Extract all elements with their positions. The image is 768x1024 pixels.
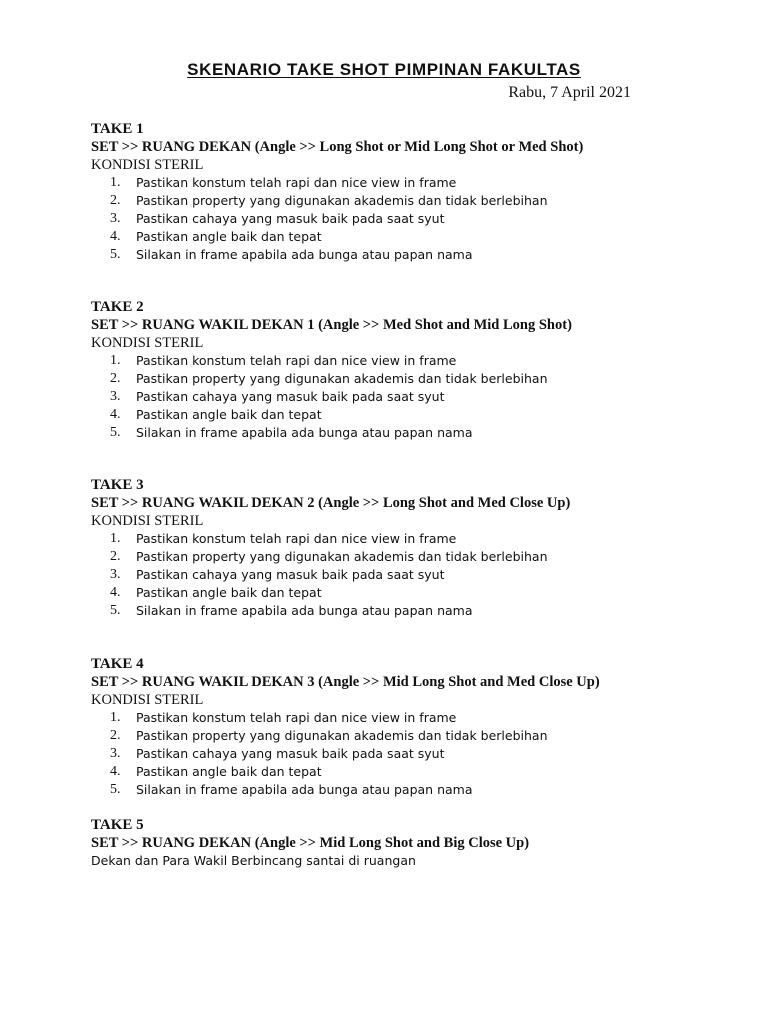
list-item xyxy=(91,781,711,799)
step-text: Pastikan cahaya yang masuk baik pada saat syut xyxy=(136,389,445,404)
step-text: Pastikan angle baik dan tepat xyxy=(136,764,322,779)
step-text: Pastikan property yang digunakan akademis dan tidak berlebihan xyxy=(136,371,548,386)
step-number: 5. xyxy=(110,247,121,262)
step-number: 1. xyxy=(110,531,121,546)
list-item xyxy=(91,709,711,727)
take-steps-list xyxy=(91,352,711,442)
list-item xyxy=(91,566,711,584)
take-section-3 xyxy=(91,476,711,620)
step-text: Pastikan konstum telah rapi dan nice view in frame xyxy=(136,175,457,190)
step-number: 3. xyxy=(110,567,121,582)
list-item xyxy=(91,210,711,228)
list-item xyxy=(91,388,711,406)
step-text: Silakan in frame apabila ada bunga atau papan nama xyxy=(136,603,473,618)
step-number: 1. xyxy=(110,175,121,190)
list-item xyxy=(91,584,711,602)
step-text: Pastikan property yang digunakan akademis dan tidak berlebihan xyxy=(136,193,548,208)
list-item xyxy=(91,424,711,442)
step-number: 1. xyxy=(110,353,121,368)
take-section-4 xyxy=(91,655,711,799)
list-item xyxy=(91,370,711,388)
take-heading: TAKE 1 xyxy=(91,121,144,137)
take-heading: TAKE 2 xyxy=(91,299,144,315)
take-set-line: SET >> RUANG WAKIL DEKAN 2 (Angle >> Long Shot and Med Close Up) xyxy=(91,495,571,511)
take-set-line: SET >> RUANG DEKAN (Angle >> Mid Long Shot and Big Close Up) xyxy=(91,835,530,851)
take-section-1 xyxy=(91,120,711,264)
step-number: 4. xyxy=(110,585,121,600)
list-item xyxy=(91,727,711,745)
step-text: Pastikan cahaya yang masuk baik pada saat syut xyxy=(136,567,445,582)
document-title: SKENARIO TAKE SHOT PIMPINAN FAKULTAS xyxy=(187,60,581,79)
document-date: Rabu, 7 April 2021 xyxy=(508,84,631,101)
list-item xyxy=(91,745,711,763)
list-item xyxy=(91,548,711,566)
list-item xyxy=(91,602,711,620)
list-item xyxy=(91,246,711,264)
step-number: 3. xyxy=(110,389,121,404)
step-number: 5. xyxy=(110,425,121,440)
list-item xyxy=(91,530,711,548)
step-number: 5. xyxy=(110,782,121,797)
take-set-line: SET >> RUANG DEKAN (Angle >> Long Shot or Mid Long Shot or Med Shot) xyxy=(91,139,584,155)
step-text: Pastikan cahaya yang masuk baik pada saat syut xyxy=(136,746,445,761)
list-item xyxy=(91,228,711,246)
step-number: 3. xyxy=(110,211,121,226)
take-section-2 xyxy=(91,298,711,442)
step-number: 4. xyxy=(110,229,121,244)
take-set-line: SET >> RUANG WAKIL DEKAN 3 (Angle >> Mid Long Shot and Med Close Up) xyxy=(91,674,600,690)
take-condition: KONDISI STERIL xyxy=(91,692,204,708)
list-item xyxy=(91,352,711,370)
take-condition: KONDISI STERIL xyxy=(91,335,204,351)
step-number: 2. xyxy=(110,193,121,208)
take-heading: TAKE 3 xyxy=(91,477,144,493)
take-steps-list xyxy=(91,709,711,799)
list-item xyxy=(91,406,711,424)
step-text: Silakan in frame apabila ada bunga atau papan nama xyxy=(136,247,473,262)
take-condition: Dekan dan Para Wakil Berbincang santai di ruangan xyxy=(91,853,416,868)
take-heading: TAKE 4 xyxy=(91,656,144,672)
step-number: 4. xyxy=(110,407,121,422)
step-number: 1. xyxy=(110,710,121,725)
step-number: 2. xyxy=(110,728,121,743)
step-number: 2. xyxy=(110,549,121,564)
list-item xyxy=(91,192,711,210)
take-condition: KONDISI STERIL xyxy=(91,157,204,173)
step-text: Silakan in frame apabila ada bunga atau papan nama xyxy=(136,425,473,440)
step-text: Pastikan property yang digunakan akademis dan tidak berlebihan xyxy=(136,728,548,743)
step-number: 3. xyxy=(110,746,121,761)
take-set-line: SET >> RUANG WAKIL DEKAN 1 (Angle >> Med Shot and Mid Long Shot) xyxy=(91,317,572,333)
list-item xyxy=(91,763,711,781)
take-steps-list xyxy=(91,174,711,264)
step-text: Silakan in frame apabila ada bunga atau papan nama xyxy=(136,782,473,797)
step-text: Pastikan konstum telah rapi dan nice view in frame xyxy=(136,531,457,546)
step-text: Pastikan cahaya yang masuk baik pada saat syut xyxy=(136,211,445,226)
step-text: Pastikan angle baik dan tepat xyxy=(136,407,322,422)
take-heading: TAKE 5 xyxy=(91,817,144,833)
step-number: 5. xyxy=(110,603,121,618)
take-steps-list xyxy=(91,530,711,620)
step-text: Pastikan angle baik dan tepat xyxy=(136,585,322,600)
step-number: 4. xyxy=(110,764,121,779)
take-condition: KONDISI STERIL xyxy=(91,513,204,529)
step-text: Pastikan angle baik dan tepat xyxy=(136,229,322,244)
step-number: 2. xyxy=(110,371,121,386)
step-text: Pastikan property yang digunakan akademis dan tidak berlebihan xyxy=(136,549,548,564)
step-text: Pastikan konstum telah rapi dan nice view in frame xyxy=(136,710,457,725)
list-item xyxy=(91,174,711,192)
step-text: Pastikan konstum telah rapi dan nice view in frame xyxy=(136,353,457,368)
take-section-5 xyxy=(91,816,711,870)
